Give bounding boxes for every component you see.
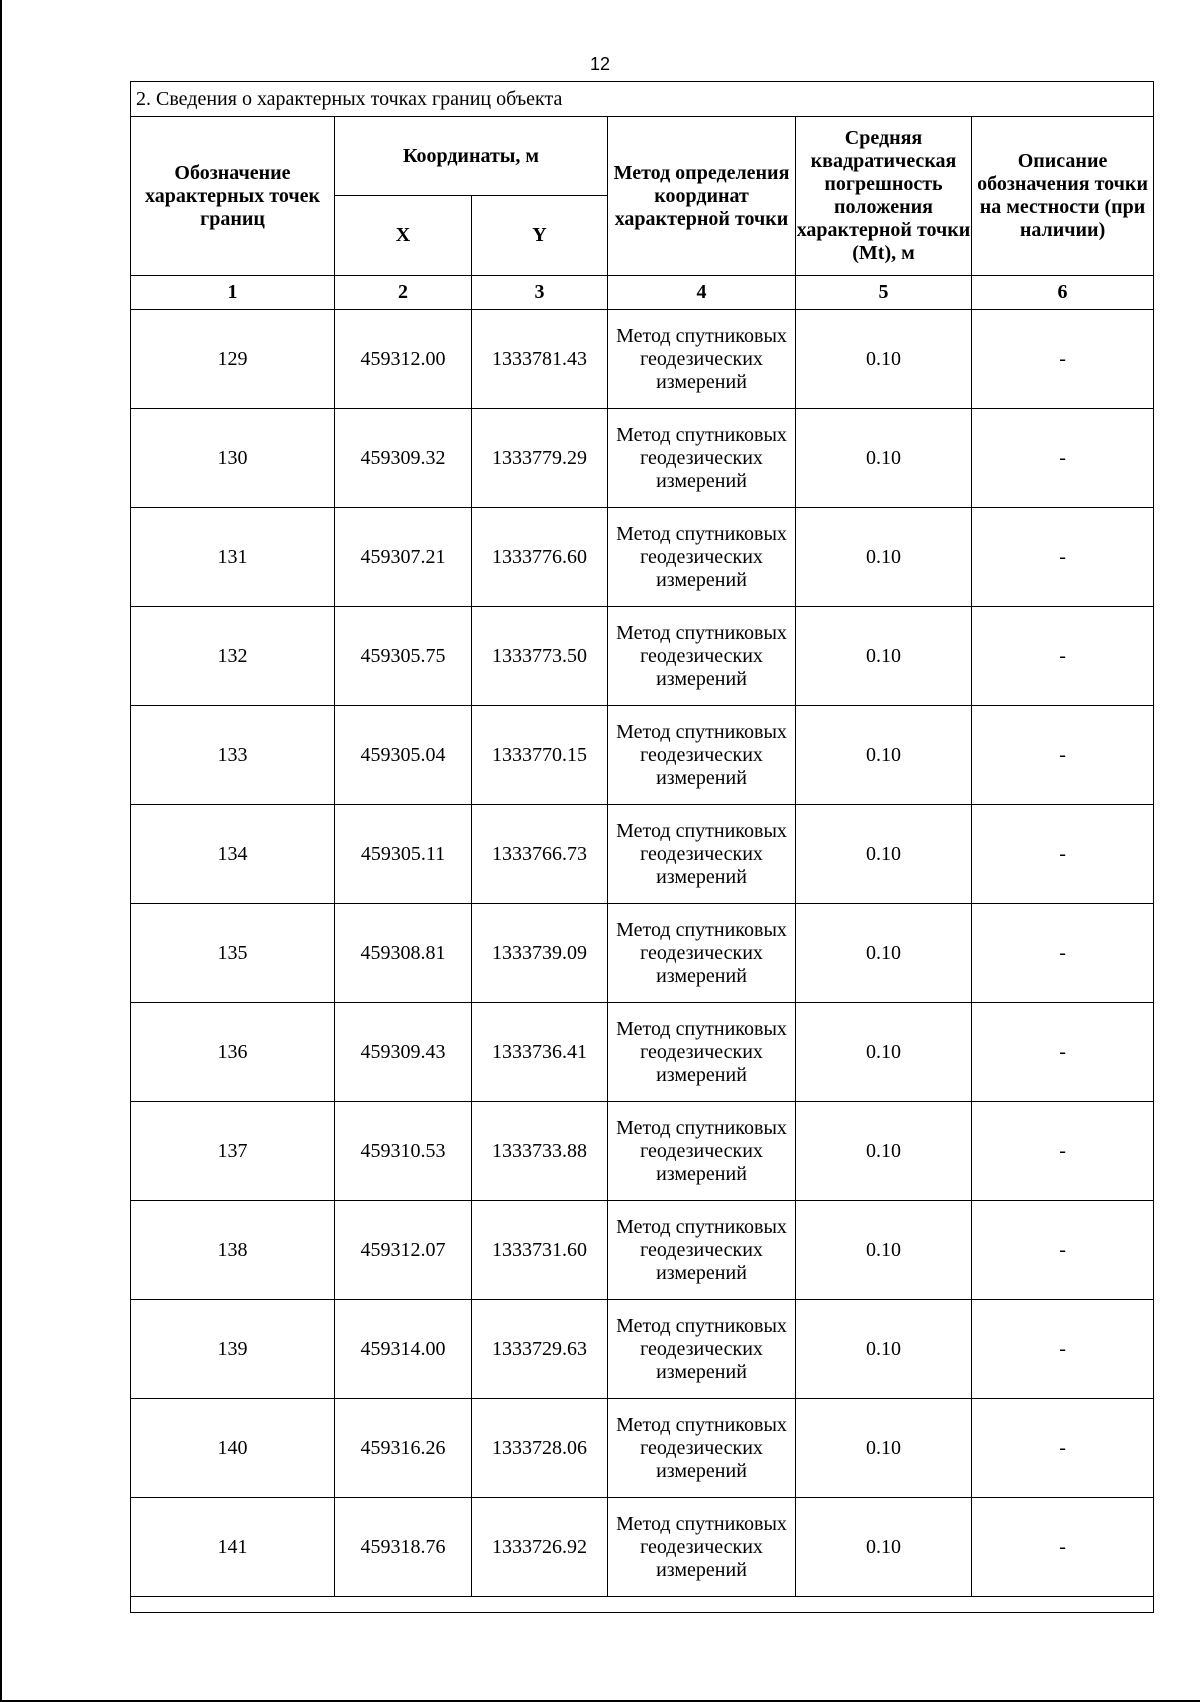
y-coordinate-cell: 1333731.60 [472, 1201, 608, 1300]
y-coordinate-cell: 1333773.50 [472, 607, 608, 706]
column-number: 2 [335, 276, 472, 310]
table-row [131, 805, 1154, 904]
y-coordinate-cell: 1333726.92 [472, 1498, 608, 1597]
table-end-row [131, 1597, 1154, 1613]
scan-edge-left [0, 0, 2, 1702]
table-row [131, 310, 1154, 409]
column-number: 6 [972, 276, 1154, 310]
table-row [131, 1300, 1154, 1399]
y-coordinate-cell: 1333739.09 [472, 904, 608, 1003]
y-coordinate-cell: 1333736.41 [472, 1003, 608, 1102]
header-description: Описание обозначения точки на местности (при наличии) [972, 117, 1154, 276]
section-title: 2. Сведения о характерных точках границ объекта [131, 82, 1154, 117]
column-number: 4 [608, 276, 796, 310]
method-cell: Метод спутниковых геодезических измерений [608, 805, 796, 904]
table-row [131, 1399, 1154, 1498]
table-row [131, 1201, 1154, 1300]
table-row [131, 508, 1154, 607]
table-row [131, 1102, 1154, 1201]
page-number: 12 [589, 54, 611, 74]
accuracy-cell: 0.10 [796, 409, 972, 508]
description-cell: - [972, 1003, 1154, 1102]
point-id-cell: 141 [131, 1498, 335, 1597]
description-cell: - [972, 508, 1154, 607]
point-id-cell: 140 [131, 1399, 335, 1498]
boundary-points-table [130, 81, 1154, 1613]
point-id-cell: 137 [131, 1102, 335, 1201]
description-cell: - [972, 409, 1154, 508]
x-coordinate-cell: 459305.04 [335, 706, 472, 805]
description-cell: - [972, 607, 1154, 706]
x-coordinate-cell: 459318.76 [335, 1498, 472, 1597]
column-number: 3 [472, 276, 608, 310]
x-coordinate-cell: 459310.53 [335, 1102, 472, 1201]
point-id-cell: 134 [131, 805, 335, 904]
accuracy-cell: 0.10 [796, 1201, 972, 1300]
description-cell: - [972, 310, 1154, 409]
y-coordinate-cell: 1333766.73 [472, 805, 608, 904]
description-cell: - [972, 904, 1154, 1003]
x-coordinate-cell: 459307.21 [335, 508, 472, 607]
header-designation: Обозначение характерных точек границ [131, 117, 335, 276]
header-row-1 [131, 117, 1154, 196]
y-coordinate-cell: 1333729.63 [472, 1300, 608, 1399]
description-cell: - [972, 706, 1154, 805]
x-coordinate-cell: 459309.32 [335, 409, 472, 508]
y-coordinate-cell: 1333779.29 [472, 409, 608, 508]
x-coordinate-cell: 459308.81 [335, 904, 472, 1003]
header-method: Метод определения координат характерной точки [608, 117, 796, 276]
description-cell: - [972, 1102, 1154, 1201]
table-row [131, 1498, 1154, 1597]
x-coordinate-cell: 459305.11 [335, 805, 472, 904]
accuracy-cell: 0.10 [796, 706, 972, 805]
table-end-cell [131, 1597, 1154, 1613]
method-cell: Метод спутниковых геодезических измерений [608, 1498, 796, 1597]
method-cell: Метод спутниковых геодезических измерений [608, 310, 796, 409]
point-id-cell: 139 [131, 1300, 335, 1399]
y-coordinate-cell: 1333728.06 [472, 1399, 608, 1498]
description-cell: - [972, 1498, 1154, 1597]
y-coordinate-cell: 1333770.15 [472, 706, 608, 805]
point-id-cell: 136 [131, 1003, 335, 1102]
description-cell: - [972, 1300, 1154, 1399]
header-x: X [335, 196, 472, 276]
method-cell: Метод спутниковых геодезических измерений [608, 409, 796, 508]
y-coordinate-cell: 1333781.43 [472, 310, 608, 409]
method-cell: Метод спутниковых геодезических измерений [608, 607, 796, 706]
accuracy-cell: 0.10 [796, 1003, 972, 1102]
point-id-cell: 132 [131, 607, 335, 706]
accuracy-cell: 0.10 [796, 805, 972, 904]
table-row [131, 1003, 1154, 1102]
method-cell: Метод спутниковых геодезических измерений [608, 1399, 796, 1498]
method-cell: Метод спутниковых геодезических измерений [608, 1102, 796, 1201]
y-coordinate-cell: 1333776.60 [472, 508, 608, 607]
x-coordinate-cell: 459312.00 [335, 310, 472, 409]
point-id-cell: 131 [131, 508, 335, 607]
method-cell: Метод спутниковых геодезических измерений [608, 1003, 796, 1102]
header-coordinates: Координаты, м [335, 117, 608, 196]
column-number: 1 [131, 276, 335, 310]
accuracy-cell: 0.10 [796, 508, 972, 607]
point-id-cell: 135 [131, 904, 335, 1003]
x-coordinate-cell: 459309.43 [335, 1003, 472, 1102]
point-id-cell: 130 [131, 409, 335, 508]
method-cell: Метод спутниковых геодезических измерений [608, 508, 796, 607]
column-number: 5 [796, 276, 972, 310]
method-cell: Метод спутниковых геодезических измерений [608, 706, 796, 805]
x-coordinate-cell: 459312.07 [335, 1201, 472, 1300]
method-cell: Метод спутниковых геодезических измерений [608, 1300, 796, 1399]
description-cell: - [972, 1201, 1154, 1300]
accuracy-cell: 0.10 [796, 607, 972, 706]
description-cell: - [972, 805, 1154, 904]
column-numbers-row [131, 276, 1154, 310]
point-id-cell: 133 [131, 706, 335, 805]
point-id-cell: 138 [131, 1201, 335, 1300]
table-row [131, 409, 1154, 508]
accuracy-cell: 0.10 [796, 1498, 972, 1597]
header-y: Y [472, 196, 608, 276]
accuracy-cell: 0.10 [796, 1102, 972, 1201]
accuracy-cell: 0.10 [796, 310, 972, 409]
point-id-cell: 129 [131, 310, 335, 409]
y-coordinate-cell: 1333733.88 [472, 1102, 608, 1201]
description-cell: - [972, 1399, 1154, 1498]
table-row [131, 607, 1154, 706]
table-row [131, 706, 1154, 805]
x-coordinate-cell: 459314.00 [335, 1300, 472, 1399]
method-cell: Метод спутниковых геодезических измерений [608, 1201, 796, 1300]
table-row [131, 904, 1154, 1003]
accuracy-cell: 0.10 [796, 1399, 972, 1498]
accuracy-cell: 0.10 [796, 904, 972, 1003]
accuracy-cell: 0.10 [796, 1300, 972, 1399]
x-coordinate-cell: 459305.75 [335, 607, 472, 706]
x-coordinate-cell: 459316.26 [335, 1399, 472, 1498]
header-error: Средняя квадратическая погрешность положения характерной точки (Mt), м [796, 117, 972, 276]
method-cell: Метод спутниковых геодезических измерений [608, 904, 796, 1003]
section-title-row [131, 82, 1154, 117]
